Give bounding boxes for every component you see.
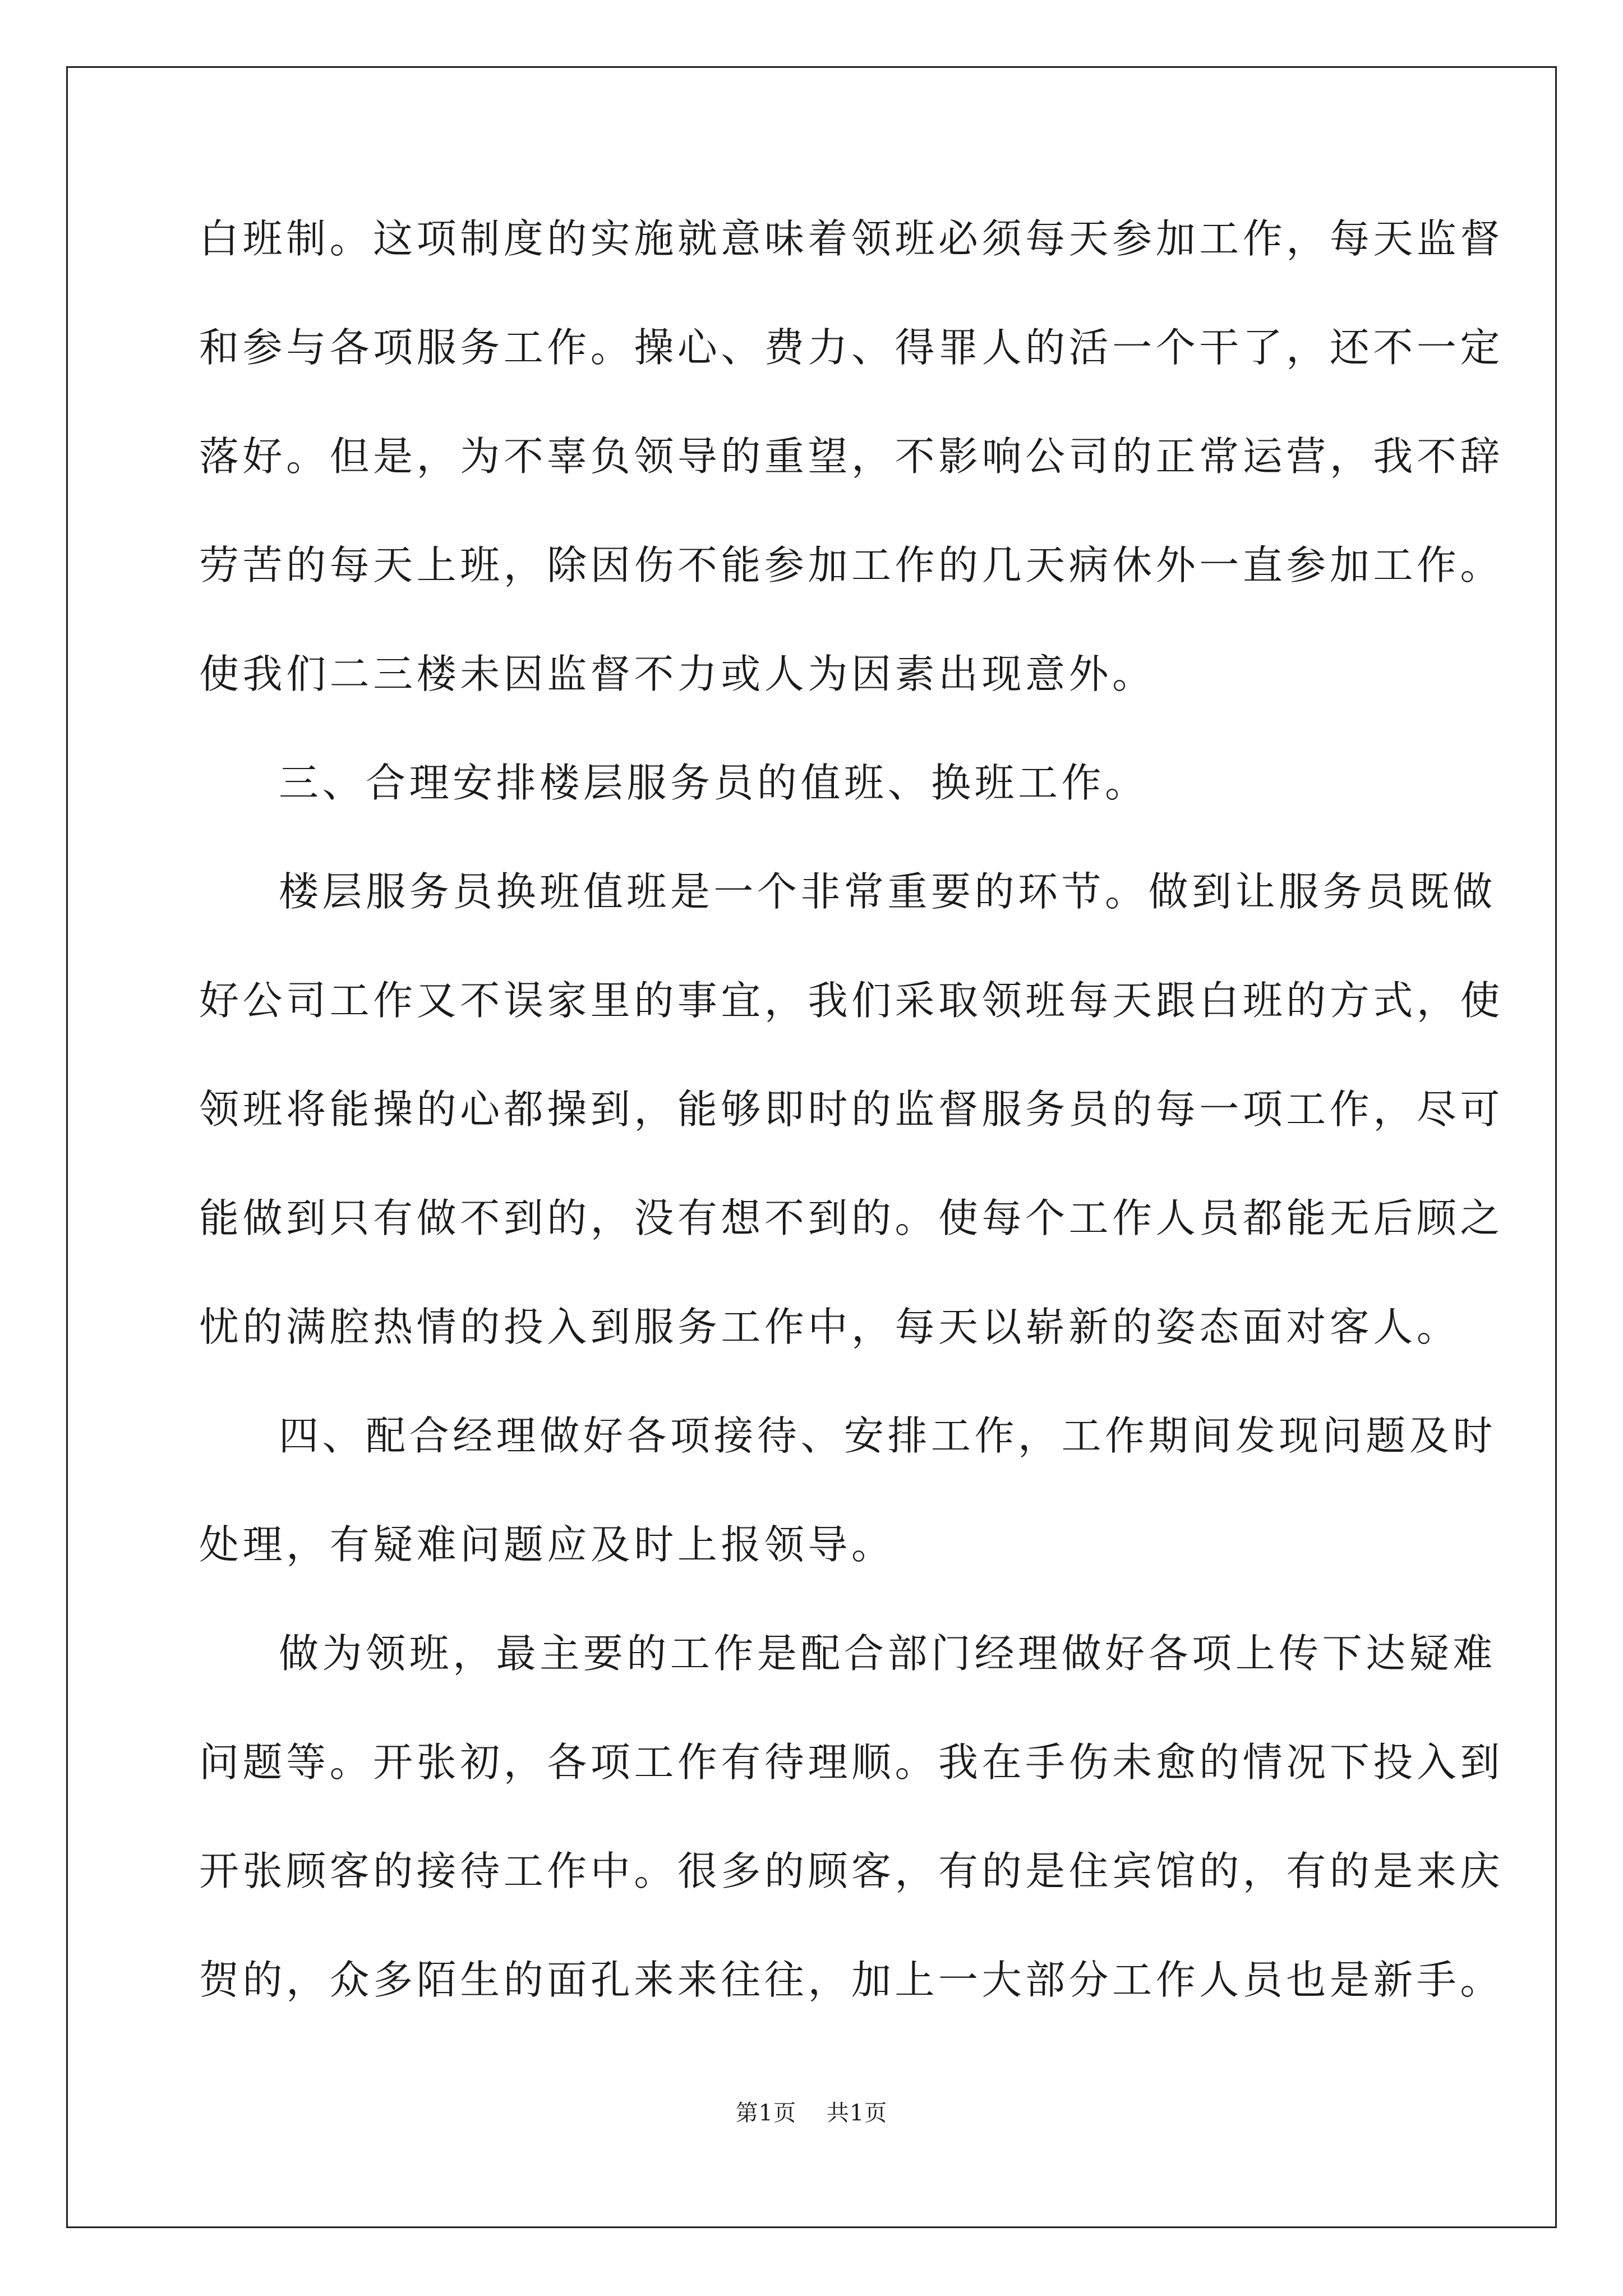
- page-number: 第1页: [735, 2100, 797, 2126]
- page-footer: [0, 2099, 1623, 2127]
- text-line: 使我们二三楼未因监督不力或人为因素出现意外。: [199, 651, 1156, 697]
- text-line: 问题等。开张初，各项工作有待理顺。我在手伤未愈的情况下投入到: [199, 1739, 1504, 1786]
- text-line: 开张顾客的接待工作中。很多的顾客，有的是住宾馆的，有的是来庆: [199, 1848, 1504, 1894]
- text-line: 领班将能操的心都操到，能够即时的监督服务员的每一项工作，尽可: [199, 1086, 1504, 1133]
- text-line: 忧的满腔热情的投入到服务工作中，每天以崭新的姿态面对客人。: [199, 1304, 1460, 1350]
- section-heading: 三、合理安排楼层服务员的值班、换班工作。: [279, 760, 1149, 806]
- section-heading: 四、配合经理做好各项接待、安排工作，工作期间发现问题及时: [279, 1412, 1496, 1459]
- text-line: 贺的，众多陌生的面孔来来往往，加上一大部分工作人员也是新手。: [199, 1957, 1504, 2003]
- text-line: 劳苦的每天上班，除因伤不能参加工作的几天病休外一直参加工作。: [199, 542, 1504, 588]
- page-total: 共1页: [826, 2100, 888, 2126]
- text-line: 白班制。这项制度的实施就意味着领班必须每天参加工作，每天监督: [199, 215, 1504, 262]
- text-line: 和参与各项服务工作。操心、费力、得罪人的活一个干了，还不一定: [199, 324, 1504, 371]
- text-line: 楼层服务员换班值班是一个非常重要的环节。做到让服务员既做: [279, 868, 1496, 915]
- text-line: 好公司工作又不误家里的事宜，我们采取领班每天跟白班的方式，使: [199, 977, 1504, 1024]
- text-line: 能做到只有做不到的，没有想不到的。使每个工作人员都能无后顾之: [199, 1195, 1504, 1241]
- text-line: 落好。但是，为不辜负领导的重望，不影响公司的正常运营，我不辞: [199, 433, 1504, 480]
- text-line: 处理，有疑难问题应及时上报领导。: [199, 1521, 895, 1568]
- text-line: 做为领班，最主要的工作是配合部门经理做好各项上传下达疑难: [279, 1630, 1496, 1677]
